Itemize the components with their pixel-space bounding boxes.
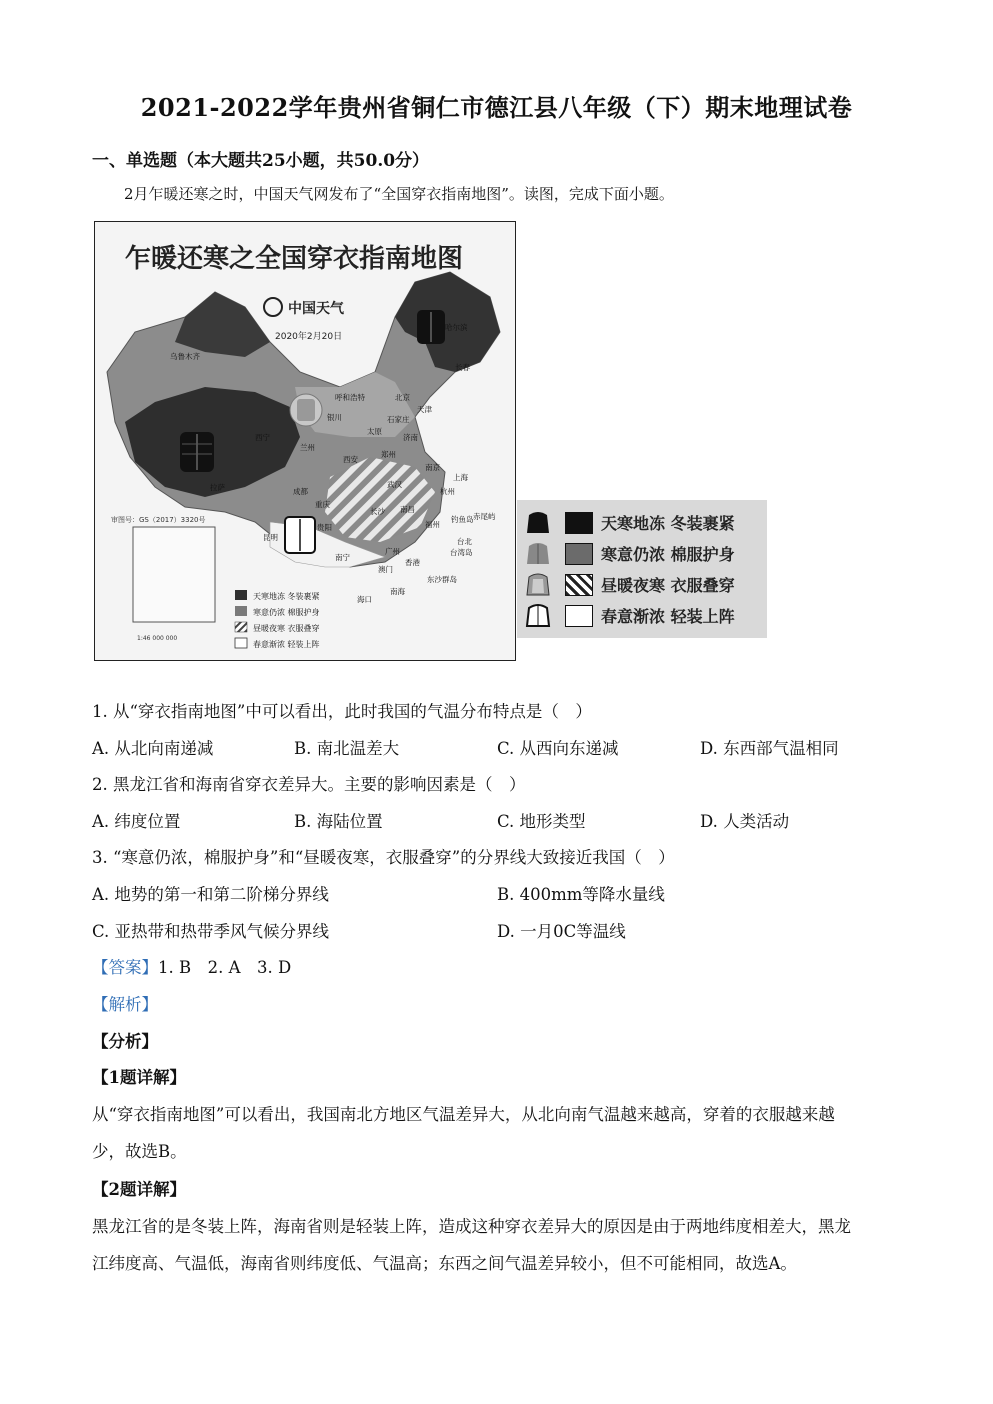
map-legend-label: 春意渐浓 轻装上阵 xyxy=(253,640,320,649)
question-intro: 2月乍暖还寒之时，中国天气网发布了“全国穿衣指南地图”。读图，完成下面小题。 xyxy=(124,185,674,203)
map-legend-label: 天寒地冻 冬装裹紧 xyxy=(253,592,320,601)
down-jacket-icon xyxy=(525,509,551,535)
cotton-coat-icon xyxy=(290,394,322,426)
legend-label: 春意渐浓 轻装上阵 xyxy=(601,607,735,626)
map-legend-swatch xyxy=(235,590,247,600)
city-label: 银川 xyxy=(327,413,342,422)
city-label: 哈尔滨 xyxy=(445,323,468,332)
legend-row xyxy=(525,602,761,630)
map-legend-label: 寒意仍浓 棉服护身 xyxy=(253,608,320,617)
question-3-option-b: B. 400mm等降水量线 xyxy=(497,885,665,904)
detail-1-line: 少，故选B。 xyxy=(92,1142,187,1161)
answer-text: 1. B 2. A 3. D xyxy=(158,958,292,977)
city-label: 长春 xyxy=(455,363,470,372)
city-label: 台湾岛 xyxy=(450,548,473,557)
legend-row xyxy=(525,571,761,599)
city-label: 成都 xyxy=(293,487,308,496)
city-label: 南宁 xyxy=(335,553,350,562)
legend-label: 寒意仍浓 棉服护身 xyxy=(601,545,735,564)
city-label: 海口 xyxy=(357,595,372,604)
question-1-option-c: C. 从西向东递减 xyxy=(497,739,619,758)
question-2-option-d: D. 人类活动 xyxy=(700,812,790,831)
legend-label: 昼暖夜寒 衣服叠穿 xyxy=(601,576,735,595)
light-jacket-icon xyxy=(525,602,551,628)
city-label: 上海 xyxy=(453,473,468,482)
legend-swatch xyxy=(565,512,593,534)
map-legend-swatch xyxy=(235,622,247,632)
city-label: 郑州 xyxy=(381,450,396,459)
legend-label: 天寒地冻 冬装裹紧 xyxy=(601,514,735,533)
city-label: 赤尾屿 xyxy=(473,512,496,521)
city-label: 钓鱼岛 xyxy=(451,515,474,524)
detail-1-label: 【1题详解】 xyxy=(92,1068,186,1087)
question-2-option-a: A. 纬度位置 xyxy=(92,812,181,831)
question-3-option-a: A. 地势的第一和第二阶梯分界线 xyxy=(92,885,329,904)
city-label: 兰州 xyxy=(300,443,315,452)
down-jacket-icon xyxy=(180,432,214,472)
section-heading: 一、单选题（本大题共25小题，共50.0分） xyxy=(92,151,430,171)
answer-line xyxy=(92,954,291,978)
city-label: 西安 xyxy=(343,455,358,464)
question-3-option-c: C. 亚热带和热带季风气候分界线 xyxy=(92,922,330,941)
detail-2-line: 江纬度高、气温低，海南省则纬度低、气温高；东西之间气温差异较小，但不可能相同，故选A。 xyxy=(92,1254,797,1273)
south-china-sea-inset xyxy=(133,527,215,622)
map-date: 2020年2月20日 xyxy=(275,332,343,342)
city-label: 重庆 xyxy=(315,500,330,509)
fenxi-label: 【分析】 xyxy=(92,1032,158,1051)
city-label: 南昌 xyxy=(400,505,415,514)
light-jacket-icon xyxy=(285,517,315,553)
china-map-graphic xyxy=(95,222,515,660)
city-label: 南海 xyxy=(390,587,405,596)
city-label: 贵阳 xyxy=(317,523,332,532)
city-label: 拉萨 xyxy=(210,483,225,492)
city-label: 福州 xyxy=(425,520,440,529)
question-2-option-c: C. 地形类型 xyxy=(497,812,586,831)
question-2-option-b: B. 海陆位置 xyxy=(294,812,383,831)
map-title: 乍暖还寒之全国穿衣指南地图 xyxy=(125,244,464,274)
map-scale: 1:46 000 000 xyxy=(137,635,178,642)
answer-label: 【答案】 xyxy=(92,958,158,977)
city-label: 北京 xyxy=(395,393,410,402)
map-legend-swatch xyxy=(235,606,247,616)
city-label: 东沙群岛 xyxy=(427,575,457,584)
question-1-option-a: A. 从北向南递减 xyxy=(92,739,214,758)
city-label: 乌鲁木齐 xyxy=(170,352,200,361)
detail-1-line: 从“穿衣指南地图”可以看出，我国南北方地区气温差异大，从北向南气温越来越高，穿着的衣服越来越 xyxy=(92,1105,835,1124)
question-2-stem: 2. 黑龙江省和海南省穿衣差异大。主要的影响因素是（ ） xyxy=(92,775,526,794)
detail-2-label: 【2题详解】 xyxy=(92,1180,186,1199)
map-brand: 中国天气 xyxy=(288,301,344,317)
city-label: 济南 xyxy=(403,433,418,442)
city-label: 太原 xyxy=(367,427,382,436)
legend-swatch xyxy=(565,605,593,627)
down-jacket-icon xyxy=(417,310,445,344)
city-label: 呼和浩特 xyxy=(335,393,365,402)
city-label: 南京 xyxy=(425,463,440,472)
city-label: 台北 xyxy=(457,537,472,546)
city-label: 长沙 xyxy=(370,507,385,516)
question-1-option-b: B. 南北温差大 xyxy=(294,739,400,758)
question-3-option-d: D. 一月0C等温线 xyxy=(497,922,626,941)
analysis-label: 【解析】 xyxy=(92,995,158,1014)
city-label: 香港 xyxy=(405,558,420,567)
city-label: 昆明 xyxy=(263,533,278,542)
legend-swatch xyxy=(565,543,593,565)
question-1-option-d: D. 东西部气温相同 xyxy=(700,739,839,758)
cotton-coat-icon xyxy=(525,540,551,566)
question-3-stem: 3. “寒意仍浓，棉服护身”和“昼暖夜寒，衣服叠穿”的分界线大致接近我国（ ） xyxy=(92,848,675,867)
legend-swatch xyxy=(565,574,593,596)
city-label: 西宁 xyxy=(255,433,270,442)
detail-2-line: 黑龙江省的是冬装上阵，海南省则是轻装上阵，造成这种穿衣差异大的原因是由于两地纬度相差大，黑龙 xyxy=(92,1217,851,1236)
city-label: 澳门 xyxy=(378,565,393,574)
map-legend-swatch xyxy=(235,638,247,648)
city-label: 杭州 xyxy=(440,487,455,496)
city-label: 石家庄 xyxy=(387,415,410,424)
map-legend-large xyxy=(517,500,767,638)
city-label: 天津 xyxy=(417,405,432,414)
clothing-guide-map xyxy=(94,221,516,661)
page-title: 2021-2022学年贵州省铜仁市德江县八年级（下）期末地理试卷 xyxy=(140,93,853,122)
layered-clothes-icon xyxy=(525,571,551,597)
legend-row xyxy=(525,540,761,568)
question-1-stem: 1. 从“穿衣指南地图”中可以看出，此时我国的气温分布特点是（ ） xyxy=(92,702,592,721)
legend-row xyxy=(525,509,761,537)
city-label: 广州 xyxy=(385,547,400,556)
city-label: 武汉 xyxy=(387,480,402,489)
map-legend-label: 昼暖夜寒 衣服叠穿 xyxy=(253,624,320,633)
map-approval-no: 审图号：GS（2017）3320号 xyxy=(111,516,206,524)
